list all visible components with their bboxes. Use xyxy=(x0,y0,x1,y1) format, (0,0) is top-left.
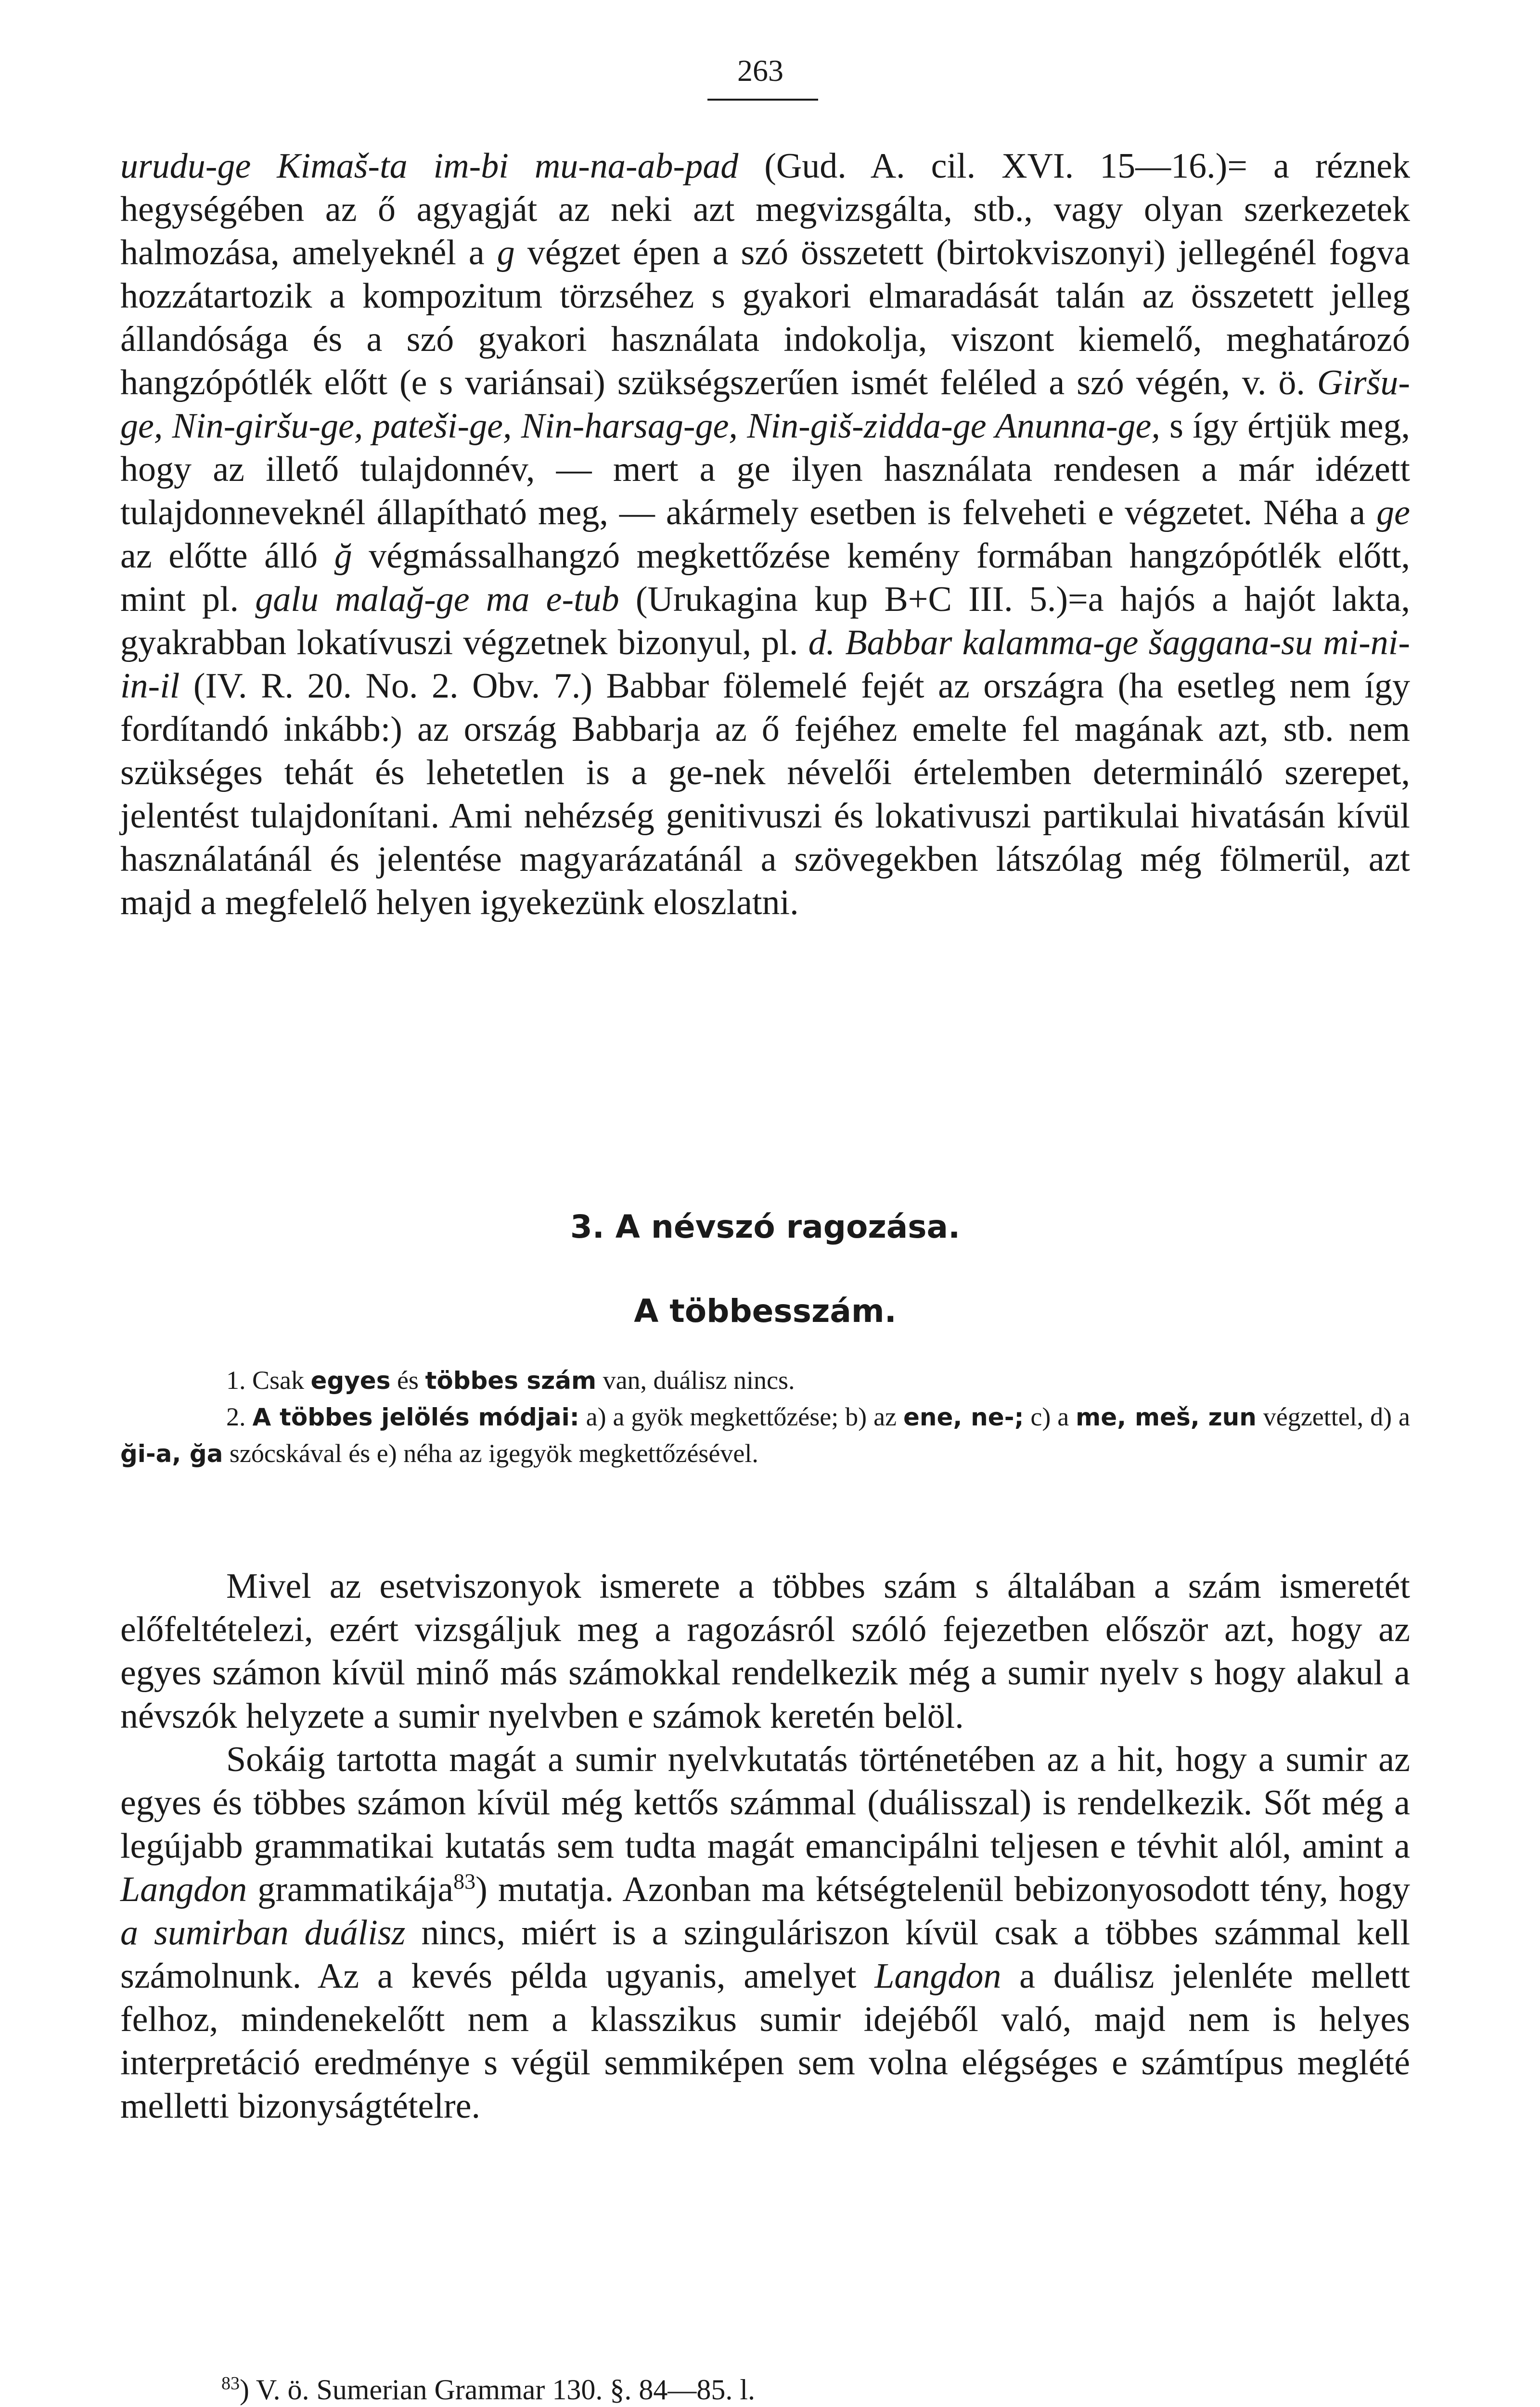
body-text-section xyxy=(120,1565,1410,2128)
text-run: szócskával és e) néha az igegyök megkettőzésével. xyxy=(223,1439,758,1468)
text-run: végmássalhangzó megkettőzése kemény formában hangzópótlék előtt, mint pl. xyxy=(120,536,1410,619)
footnote xyxy=(221,2373,755,2407)
paragraph-3 xyxy=(120,1738,1410,2128)
italic-run: galu malağ-ge ma e-tub xyxy=(255,580,619,619)
text-run: 1. Csak xyxy=(226,1366,311,1395)
section-heading: 3. A névszó ragozása. xyxy=(570,1208,961,1245)
italic-run: ğ xyxy=(334,536,352,576)
italic-run: ge xyxy=(1376,493,1410,532)
text-run: végzet épen a szó összetett (birtokviszonyi) jellegénél fogva hozzátartozik a kompozitum törzséhez s gyakori elmaradását talán az összetett jelleg állandósága és a szó gyakori használata indokolja, viszont kiemelő, meghatározó hangzópótlék előtt (e s variánsai) szükségszerűen ismét feléled a szó végén, v. ö. xyxy=(120,233,1410,402)
text-run: (IV. R. 20. No. 2. Obv. 7.) Babbar fölemelé fejét az országra (ha esetleg nem így fordítandó inkább:) az ország Babbarja az ő fejéhez emelte fel magának azt, stb. nem szükséges tehát és lehetetlen is a ge-nek névelői értelemben determináló szerepet, jelentést tulajdonítani. Ami nehézség genitivuszi és lokativuszi partikulai hivatásán kívül használatánál és jelentése magyarázatánál a szövegekben látszólag még fölmerül, azt majd a megfelelő helyen igyekezünk eloszlatni. xyxy=(120,666,1410,922)
paragraph-2 xyxy=(120,1565,1410,1738)
italic-run: g xyxy=(497,233,515,272)
text-run: s így értjük meg, hogy az illető tulajdonnév, — mert a ge ilyen használata rendesen a már idézett tulajdonneveknél állapítható meg, — akármely esetben is felveheti e végzetet. Néha a xyxy=(120,406,1410,532)
text-run: c) a xyxy=(1024,1402,1076,1431)
italic-run: urudu-ge Kimaš-ta im-bi mu-na-ab-pad xyxy=(120,146,739,186)
italic-run: d. Babbar kalamma-ge šaggana-su mi-ni-in-il xyxy=(120,623,1410,706)
page-number-underline xyxy=(707,99,818,101)
bold-run: ene, ne-; xyxy=(903,1403,1024,1431)
italic-run: Langdon xyxy=(874,1956,1001,1996)
text-run: 2. xyxy=(226,1402,253,1431)
italic-run: a sumirban duálisz xyxy=(120,1913,406,1953)
text-run: Sokáig tartotta magát a sumir nyelvkutatás történetében az a hit, hogy a sumir az egyes és többes számon kívül még kettős számmal (duálisszal) is rendelkezik. Sőt még a legújabb grammatikai kutatás sem tudta magát emancipálni teljesen e tévhit alól, amint a xyxy=(120,1740,1410,1866)
bold-run: többes szám xyxy=(425,1367,597,1395)
footnote-reference: 83 xyxy=(453,1869,476,1894)
footnote-text: ) V. ö. Sumerian Grammar 130. §. 84—85. l. xyxy=(240,2374,756,2406)
footnote-marker: 83 xyxy=(221,2373,240,2394)
text-run: a) a gyök megkettőzése; b) az xyxy=(579,1402,903,1431)
text-run: grammatikája xyxy=(247,1870,454,1909)
bold-run: A többes jelölés módjai: xyxy=(252,1403,579,1431)
text-run: (Urukagina kup B+C III. 5.)=a hajós a hajót lakta, gyakrabban lokatívuszi végzetnek bizonyul, pl. xyxy=(120,580,1410,662)
text-run: a duálisz jelenléte mellett felhoz, mindenekelőtt nem a klasszikus sumir idejéből való, majd nem is helyes interpretáció eredménye s végül semmiképen sem volna elégséges e számtípus meglété melletti bizonyságtételre. xyxy=(120,1956,1410,2126)
summary-item-2 xyxy=(120,1399,1410,1472)
italic-run: Giršu-ge, Nin-giršu-ge, pateši-ge, Nin-harsag-ge, Nin-giš-zidda-ge Anunna-ge, xyxy=(120,363,1410,446)
bold-run: me, meš, zun xyxy=(1076,1403,1257,1431)
text-run: az előtte álló xyxy=(120,536,334,576)
bold-run: egyes xyxy=(310,1367,391,1395)
body-text xyxy=(120,144,1410,924)
text-run: és xyxy=(390,1366,425,1395)
text-run: van, duálisz nincs. xyxy=(596,1366,795,1395)
page-number: 263 xyxy=(737,53,783,88)
summary-item-1 xyxy=(120,1362,1410,1399)
summary-list xyxy=(120,1362,1410,1472)
italic-run: Langdon xyxy=(120,1870,247,1909)
subheading: A többesszám. xyxy=(634,1293,897,1330)
bold-run: ği-a, ğa xyxy=(120,1440,223,1468)
text-run: (Gud. A. cil. XVI. 15—16.)= a réznek hegységében az ő agyagját az neki azt megvizsgálta, stb., vagy olyan szerkezetek halmozása, amelyeknél a xyxy=(120,146,1410,272)
paragraph-1 xyxy=(120,144,1410,924)
text-run: végzettel, d) a xyxy=(1256,1402,1410,1431)
text-run: nincs, miért is a szinguláriszon kívül csak a többes számmal kell számolnunk. Az a kevés példa ugyanis, amelyet xyxy=(120,1913,1411,1996)
text-run: Mivel az esetviszonyok ismerete a többes szám s általában a szám ismeretét előfeltételezi, ezért vizsgáljuk meg a ragozásról szóló fejezetben először azt, hogy az egyes számon kívül minő más számokkal rendelkezik még a sumir nyelv s hogy alakul a névszók helyzete a sumir nyelvben e számok keretén belöl. xyxy=(120,1566,1410,1736)
text-run: ) mutatja. Azonban ma kétségtelenül bebizonyosodott tény, hogy xyxy=(475,1870,1410,1909)
